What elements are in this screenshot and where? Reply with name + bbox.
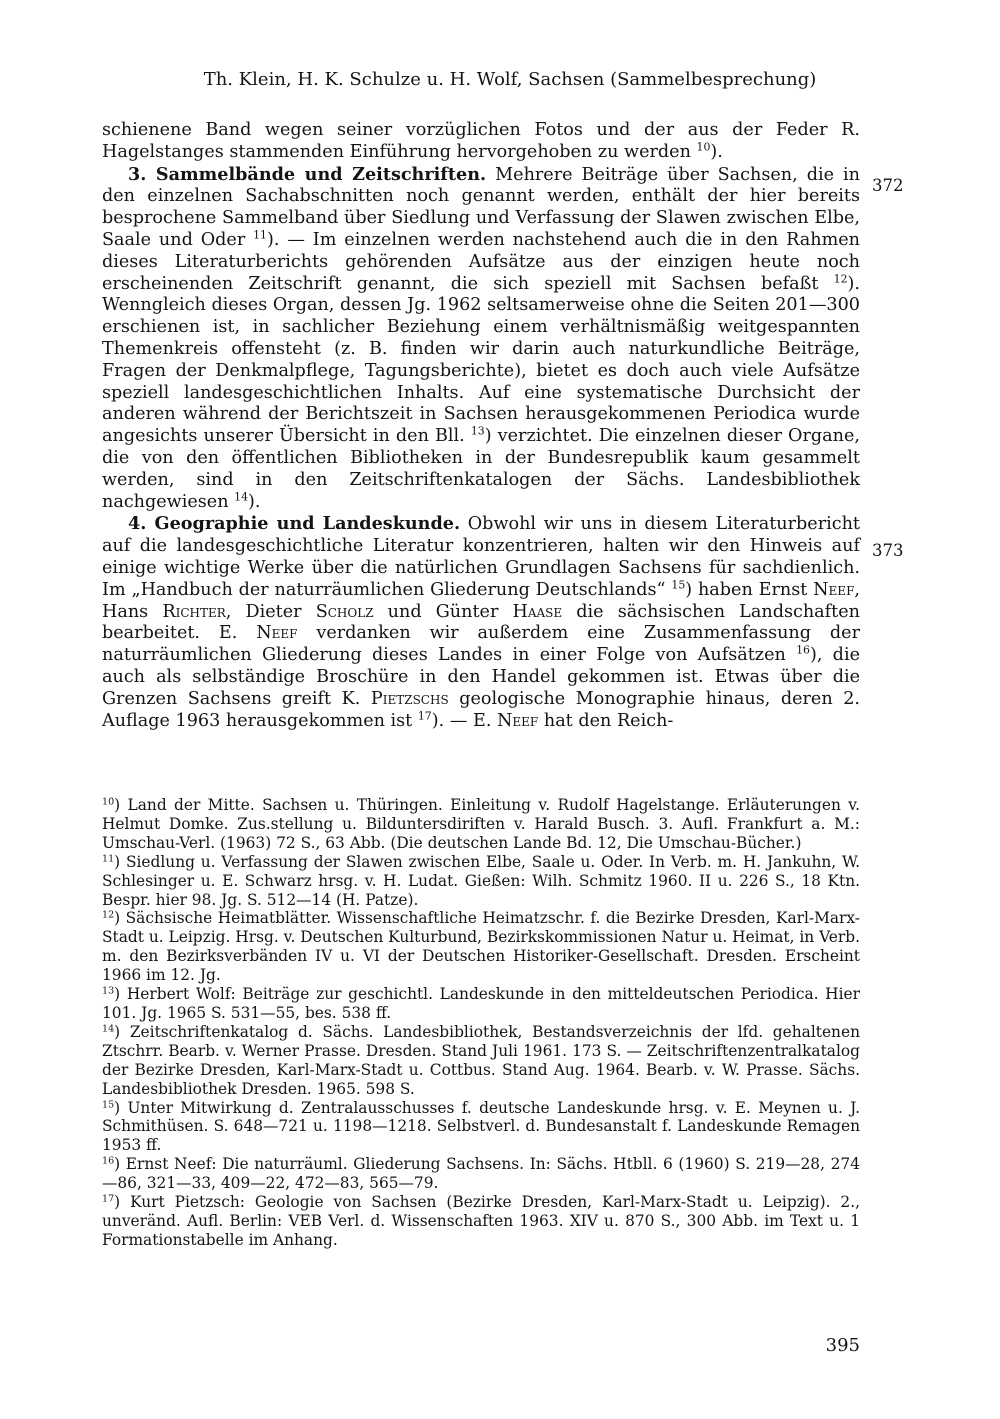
author-name: Neef: [497, 710, 539, 731]
footnote-number: 17: [102, 1193, 115, 1205]
footnote: $^{14}$) Zeitschriftenkatalog d. Sächs. Landesbibliothek, Bestandsverzeichnis der lfd. gehaltenen Ztschrr. Bearb. v. Werner Prasse. Dresden. Stand Juli 1961. 173 S. — Zeitschriftenzentralkatalog der Bezirke Dresden, Karl-Marx-Stadt u. Cottbus. Stand Aug. 1964. Bearb. v. W. Prasse. Sächs. Landesbibliothek Dresden. 1965. 598 S.: [102, 1022, 860, 1098]
author-name: Neef: [256, 623, 298, 644]
footnote-ref[interactable]: 16: [796, 643, 810, 657]
footnote: $^{12}$) Sächsische Heimatblätter. Wissenschaftliche Heimatzschr. f. die Bezirke Dresden, Karl-Marx-Stadt u. Leipzig. Hrsg. v. Deutschen Kulturbund, Bezirkskommissionen Natur u. Heimat, in Verb. m. den Bezirksverbänden IV u. VI der Deutschen Historiker-Gesellschaft. Dresden. Erscheint 1966 im 12. Jg.: [102, 909, 860, 985]
author-name: Scholz: [315, 601, 374, 622]
running-head: Th. Klein, H. K. Schulze u. H. Wolf, Sachsen (Sammelbesprechung): [203, 69, 817, 90]
section-heading: 4. Geographie und Landeskunde.: [128, 513, 461, 535]
paragraph-sammelbaende: 3. Sammelbände und Zeitschriften. Mehrere Beiträge über Sachsen, die in den einzelnen Sachabschnitten noch genannt werden, enthält der hier bereits besprochene Sammelband über Siedlung und Verfassung der Slawen zwischen Elbe, Saale und Oder $^{11}$). — Im einzelnen werden nachstehend auch die in den Rahmen dieses Literaturberichts gehörenden Aufsätze aus der einzigen heute noch erscheinenden Zeitschrift genannt, die sich speziell mit Sachsen befaßt $^{12}$). Wenngleich dieses Organ, dessen Jg. 1962 seltsamerweise ohne die Seiten 201—300 erschienen ist, in sachlicher Beziehung einem verhältnismäßig weitgespannten Themenkreis offensteht (z. B. finden wir darin auch naturkundliche Beiträge, Fragen der Denkmalpflege, Tagungsberichte), bietet es doch auch viele Aufsätze speziell landesgeschichtlichen Inhalts. Auf eine systematische Durchsicht der anderen während der Berichtszeit in Sachsen herausgekommenen Periodica wurde angesichts unserer Übersicht in den Bll. $^{13}$) verzichtet. Die einzelnen dieser Organe, die von den öffentlichen Bibliotheken in der Bundesrepublik kaum gesammelt werden, sind in den Zeitschriftenkatalogen der Sächs. Landesbibliothek nachgewiesen $^{14}$).: [102, 163, 860, 512]
section-heading: 3. Sammelbände und Zeitschriften.: [128, 163, 487, 185]
author-name: Neef: [813, 579, 855, 600]
margin-number: 373: [872, 541, 904, 560]
footnote-ref[interactable]: 12: [833, 272, 848, 286]
footnotes: [102, 796, 860, 1250]
author-name: Haase: [512, 601, 563, 622]
footnote: $^{17}$) Kurt Pietzsch: Geologie von Sachsen (Bezirke Dresden, Karl-Marx-Stadt u. Leipzig). 2., unveränd. Aufl. Berlin: VEB Verl. d. Wissenschaften 1963. XIV u. 870 S., 300 Abb. im Text u. 1 Formationstabelle im Anhang.: [102, 1193, 860, 1249]
author-name: Pietzschs: [370, 688, 449, 709]
footnote-number: 12: [102, 909, 115, 921]
footnote: $^{11}$) Siedlung u. Verfassung der Slawen zwischen Elbe, Saale u. Oder. In Verb. m. H. Jankuhn, W. Schlesinger u. E. Schwarz hrsg. v. H. Ludat. Gießen: Wilh. Schmitz 1960. II u. 226 S., 18 Ktn. Bespr. hier 98. Jg. S. 512—14 (H. Patze).: [102, 852, 860, 909]
footnote: $^{16}$) Ernst Neef: Die naturräuml. Gliederung Sachsens. In: Sächs. Htbll. 6 (1960) S. 219—28, 274—86, 321—33, 409—22, 472—83, 565—79.: [102, 1155, 860, 1193]
margin-number: 372: [872, 176, 904, 195]
paragraph-geographie: 4. Geographie und Landeskunde. Obwohl wir uns in diesem Literaturbericht auf die landesgeschichtliche Literatur konzentrieren, halten wir den Hinweis auf einige wichtige Werke über die natürlichen Grundlagen Sachsens für sachdienlich. Im „Handbuch der naturräumlichen Gliederung Deutschlands“ $^{15}$) haben Ernst Neef, Hans Richter, Dieter Scholz und Günter Haase die sächsischen Landschaften bearbeitet. E. Neef verdanken wir außerdem eine Zusammenfassung der naturräumlichen Gliederung dieses Landes in einer Folge von Aufsätzen $^{16}$), die auch als selbständige Broschüre in den Handel gekommen ist. Etwas über die Grenzen Sachsens greift K. Pietzschs geologische Monographie hinaus, deren 2. Auflage 1963 herausgekommen ist $^{17}$). — E. Neef hat den Reich-: [102, 513, 861, 731]
footnote-ref[interactable]: 15: [671, 578, 686, 592]
paragraph-continuation: schienene Band wegen seiner vorzüglichen Fotos und der aus der Feder R. Hagelstanges stammenden Einführung hervorgehoben zu werden $^{10}$).: [102, 120, 860, 162]
footnote-number: 11: [102, 853, 115, 864]
author-name: Richter: [162, 601, 226, 622]
footnote-number: 14: [102, 1023, 115, 1035]
footnote-ref[interactable]: 13: [470, 424, 485, 438]
footnote-ref[interactable]: 10: [696, 140, 711, 154]
footnote-number: 15: [102, 1098, 115, 1110]
footnote: $^{13}$) Herbert Wolf: Beiträge zur geschichtl. Landeskunde in den mitteldeutschen Periodica. Hier 101. Jg. 1965 S. 531—55, bes. 538 ff.: [102, 985, 860, 1022]
page-number: 395: [825, 1335, 860, 1356]
footnote-ref[interactable]: 17: [417, 708, 432, 722]
footnote-number: 10: [102, 796, 115, 808]
footnote-ref[interactable]: 14: [234, 490, 249, 503]
footnote-ref[interactable]: 11: [253, 228, 267, 242]
footnote: $^{10}$) Land der Mitte. Sachsen u. Thüringen. Einleitung v. Rudolf Hagelstange. Erläuterungen v. Helmut Domke. Zus.stellung u. Bilduntersdiriften v. Harald Busch. 3. Aufl. Frankfurt a. M.: Umschau-Verl. (1963) 72 S., 63 Abb. (Die deutschen Lande Bd. 12, Die Umschau-Bücher.): [102, 796, 860, 852]
body-text: [102, 120, 860, 732]
footnote: $^{15}$) Unter Mitwirkung d. Zentralausschusses f. deutsche Landeskunde hrsg. v. E. Meynen u. J. Schmithüsen. S. 648—721 u. 1198—1218. Selbstverl. d. Bundesanstalt f. Landeskunde Remagen 1953 ff.: [102, 1098, 860, 1155]
footnote-number: 16: [102, 1155, 115, 1167]
footnote-number: 13: [102, 985, 115, 997]
